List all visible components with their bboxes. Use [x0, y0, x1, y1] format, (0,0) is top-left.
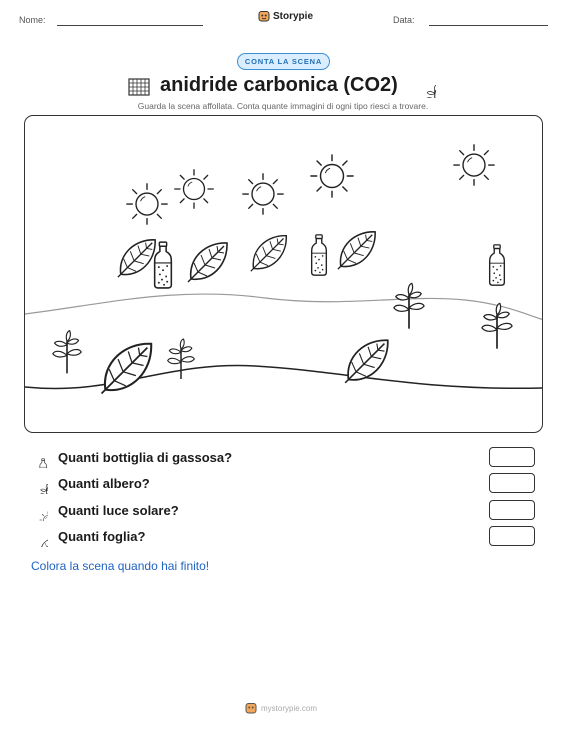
name-label: Nome:	[19, 15, 46, 25]
instructions: Guarda la scena affollata. Conta quante immagini di ogni tipo riesci a trovare.	[137, 101, 429, 111]
sun-illustration	[454, 145, 494, 185]
counting-scene	[24, 115, 543, 433]
date-label: Data:	[393, 15, 415, 25]
soda-bottle-illustration	[155, 242, 172, 288]
footer-url: mystorypie.com	[261, 703, 318, 713]
question-row	[30, 526, 540, 548]
date-field-line[interactable]	[429, 25, 548, 26]
soda-bottle-icon	[30, 448, 48, 468]
sun-illustration	[311, 155, 353, 197]
storypie-mascot-icon	[258, 10, 270, 22]
question-row	[30, 447, 540, 469]
sun-illustration	[175, 170, 214, 209]
grid-chart-icon	[128, 78, 150, 96]
question-text: Quanti albero?	[58, 476, 150, 491]
sprout-icon	[414, 72, 436, 98]
tree-sprout-illustration	[53, 331, 81, 374]
leaf-illustration	[102, 344, 152, 394]
leaf-illustration	[251, 236, 286, 271]
answer-box[interactable]	[489, 447, 535, 467]
sun-icon	[30, 501, 48, 521]
coloring-note: Colora la scena quando hai finito!	[31, 559, 210, 573]
soda-bottle-illustration	[312, 235, 327, 275]
title-row	[0, 72, 566, 102]
answer-box[interactable]	[489, 500, 535, 520]
tree-sprout-illustration	[168, 339, 195, 379]
scene-illustration	[25, 116, 543, 433]
question-text: Quanti bottiglia di gassosa?	[58, 450, 233, 465]
question-text: Quanti foglia?	[58, 529, 146, 544]
question-text: Quanti luce solare?	[58, 503, 179, 518]
question-row	[30, 500, 540, 522]
leaf-illustration	[188, 243, 227, 282]
activity-badge: CONTA LA SCENA	[237, 53, 330, 70]
sun-illustration	[127, 184, 167, 224]
tree-sprout-icon	[30, 474, 48, 494]
leaf-illustration	[338, 232, 375, 269]
leaf-illustration	[345, 340, 388, 383]
storypie-mascot-icon	[245, 702, 257, 714]
answer-box[interactable]	[489, 526, 535, 546]
answer-box[interactable]	[489, 473, 535, 493]
brand-logo	[258, 10, 313, 22]
tree-sprout-illustration	[482, 303, 512, 348]
name-field-line[interactable]	[57, 25, 203, 26]
brand-name: Storypie	[273, 10, 314, 22]
tree-sprout-illustration	[394, 283, 424, 328]
soda-bottle-illustration	[490, 245, 505, 285]
page-title: anidride carbonica (CO2)	[160, 74, 398, 96]
sun-illustration	[243, 174, 283, 214]
leaf-icon	[30, 527, 48, 547]
question-row	[30, 473, 540, 495]
footer	[245, 702, 317, 714]
leaf-illustration	[118, 240, 155, 277]
